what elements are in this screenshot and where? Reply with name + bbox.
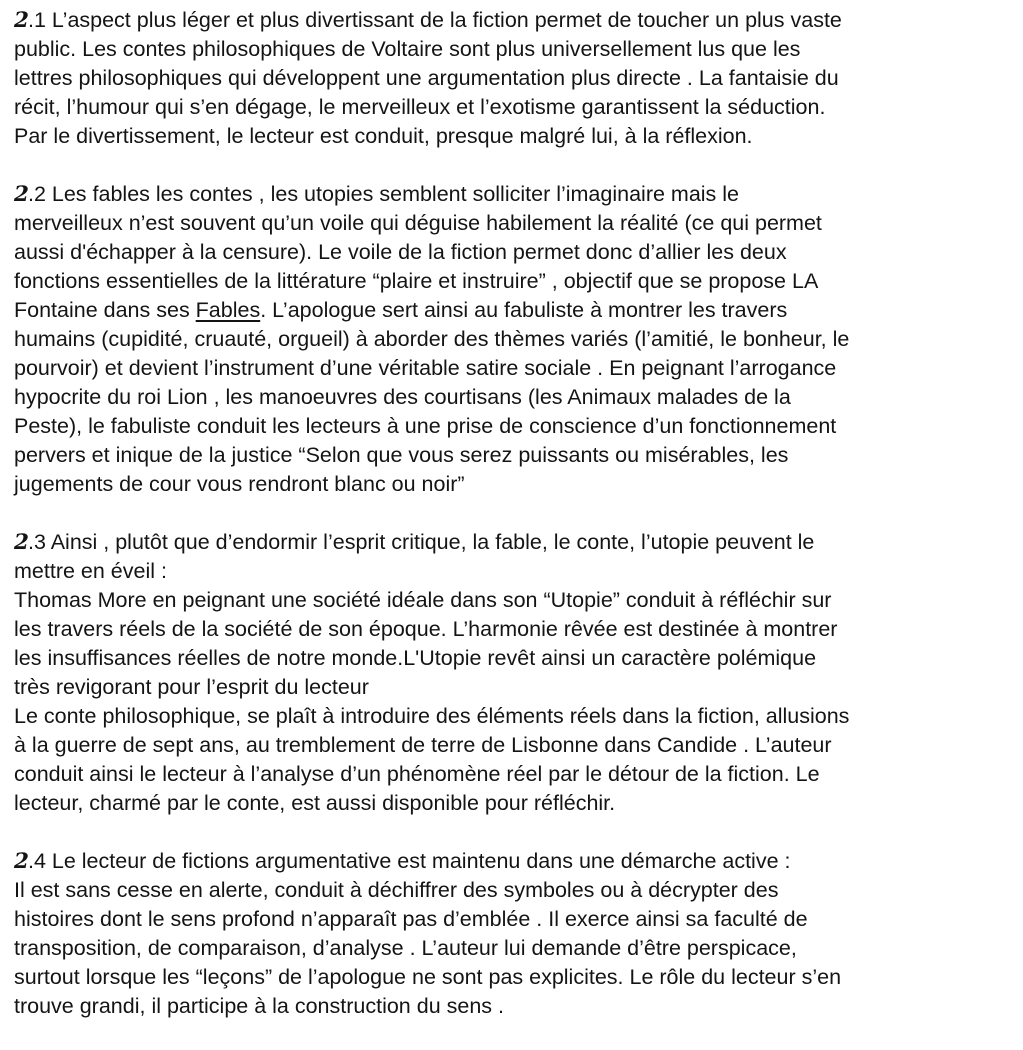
text-line: 2.2 Les fables les contes , les utopies semblent solliciter l’imaginaire mais le bbox=[14, 182, 740, 207]
text-line: récit, l’humour qui s’en dégage, le merveilleux et l’exotisme garantissent la séduction. bbox=[14, 95, 826, 119]
document-page bbox=[14, 6, 1014, 1050]
text-line: Peste), le fabuliste conduit les lecteurs à une prise de conscience d’un fonctionnement bbox=[14, 414, 837, 438]
section-number: 2.4 bbox=[14, 849, 46, 874]
text-line: public. Les contes philosophiques de Voltaire sont plus universellement lus que les bbox=[14, 37, 801, 61]
handwritten-digit: 2 bbox=[14, 849, 28, 874]
text-line: mettre en éveil : bbox=[14, 559, 167, 583]
text-line: conduit ainsi le lecteur à l’analyse d’un phénomène réel par le détour de la fiction. Le bbox=[14, 762, 820, 786]
paragraph-2-4 bbox=[14, 847, 1014, 1021]
handwritten-digit: 2 bbox=[14, 182, 28, 207]
book-title-fables: Fables bbox=[195, 298, 261, 322]
paragraph-2-1 bbox=[14, 6, 1014, 151]
handwritten-digit: 2 bbox=[14, 530, 28, 555]
text-line: 2.4 Le lecteur de fictions argumentative est maintenu dans une démarche active : bbox=[14, 849, 791, 874]
text-line: aussi d'échapper à la censure). Le voile de la fiction permet donc d’allier les deux bbox=[14, 240, 787, 264]
text-line: histoires dont le sens profond n’apparaît pas d’emblée . Il exerce ainsi sa faculté de bbox=[14, 907, 808, 931]
text-line: fonctions essentielles de la littérature “plaire et instruire” , objectif que se propose LA bbox=[14, 269, 819, 293]
text-line: merveilleux n’est souvent qu’un voile qui déguise habilement la réalité (ce qui permet bbox=[14, 211, 822, 235]
text-line: à la guerre de sept ans, au tremblement de terre de Lisbonne dans Candide . L’auteur bbox=[14, 733, 832, 757]
text-line: les insuffisances réelles de notre monde.L'Utopie revêt ainsi un caractère polémique bbox=[14, 646, 817, 670]
text-line: lettres philosophiques qui développent une argumentation plus directe . La fantaisie du bbox=[14, 66, 839, 90]
text-line: Le conte philosophique, se plaît à introduire des éléments réels dans la fiction, allusions bbox=[14, 704, 850, 728]
text-line: Fontaine dans ses Fables. L’apologue sert ainsi au fabuliste à montrer les travers bbox=[14, 298, 788, 322]
text-line: lecteur, charmé par le conte, est aussi disponible pour réfléchir. bbox=[14, 791, 616, 815]
text-line: Il est sans cesse en alerte, conduit à déchiffrer des symboles ou à décrypter des bbox=[14, 878, 779, 902]
text-line: 2.1 L’aspect plus léger et plus divertissant de la fiction permet de toucher un plus vaste bbox=[14, 8, 842, 33]
text-line: pervers et inique de la justice “Selon que vous serez puissants ou misérables, les bbox=[14, 443, 789, 467]
paragraph-2-3 bbox=[14, 528, 1014, 818]
text-line: Par le divertissement, le lecteur est conduit, presque malgré lui, à la réflexion. bbox=[14, 124, 753, 148]
text-line: les travers réels de la société de son époque. L’harmonie rêvée est destinée à montrer bbox=[14, 617, 838, 641]
text-line: trouve grandi, il participe à la construction du sens . bbox=[14, 994, 504, 1018]
section-number: 2.1 bbox=[14, 8, 46, 33]
text-line: transposition, de comparaison, d’analyse . L’auteur lui demande d’être perspicace, bbox=[14, 936, 797, 960]
text-line: jugements de cour vous rendront blanc ou noir” bbox=[14, 472, 465, 496]
text-line: très revigorant pour l’esprit du lecteur bbox=[14, 675, 369, 699]
section-number: 2.3 bbox=[14, 530, 46, 555]
section-number: 2.2 bbox=[14, 182, 46, 207]
paragraph-2-2 bbox=[14, 180, 1014, 499]
handwritten-digit: 2 bbox=[14, 8, 28, 33]
text-line: 2.3 Ainsi , plutôt que d’endormir l’esprit critique, la fable, le conte, l’utopie peuvent le bbox=[14, 530, 815, 555]
text-line: pourvoir) et devient l’instrument d’une véritable satire sociale . En peignant l’arrogance bbox=[14, 356, 837, 380]
text-line: hypocrite du roi Lion , les manoeuvres des courtisans (les Animaux malades de la bbox=[14, 385, 791, 409]
text-line: humains (cupidité, cruauté, orgueil) à aborder des thèmes variés (l’amitié, le bonheur, le bbox=[14, 327, 850, 351]
text-line: Thomas More en peignant une société idéale dans son “Utopie” conduit à réfléchir sur bbox=[14, 588, 832, 612]
text-line: surtout lorsque les “leçons” de l’apologue ne sont pas explicites. Le rôle du lecteur s’en bbox=[14, 965, 842, 989]
